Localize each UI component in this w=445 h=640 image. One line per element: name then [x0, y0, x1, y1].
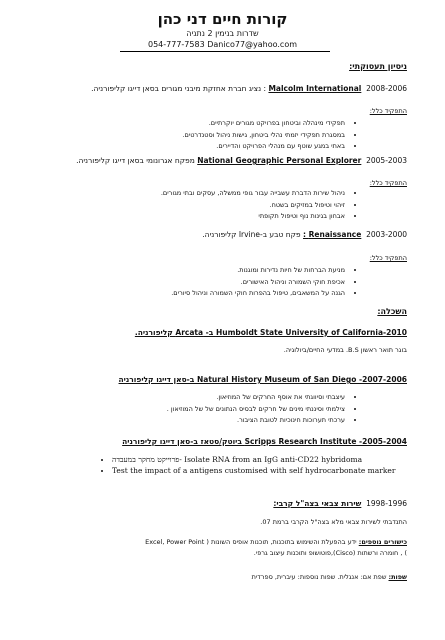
candidate-contact: 054-777-7583 Danico77@yahoo.com [147, 40, 298, 49]
job-bullet: • במסגרת תפקידי יזמתי נהלי ביטחון, גישות ניהול וסטנדרטים. [182, 130, 345, 142]
languages-text: שפת אם: אנגלית. שפות נוספות: עיברית, ספרדית [251, 573, 387, 581]
job-desc: מפקח אגרונומי בסאן דייגו קליפורניה. [76, 156, 195, 165]
job-desc: פקח טבע ב-Irvine קליפורניה. [202, 230, 301, 239]
job-bullets [171, 265, 357, 300]
job-bullets [161, 188, 357, 223]
job-org: Renaissance : [303, 230, 362, 239]
education-bullet: • פרוייקט מחקר במעבדה- Isolate RNA from an IgG anti-CD22 hybridoma [112, 454, 395, 465]
education-bullet: • צילמתי וסיננתי מינים של חרקים לבסיס הנתונים של של המוזיאון . [167, 404, 345, 416]
education-bullet: • עיצבתי וסיווגתי את אוסף החרקים של המוזיאון. [167, 392, 345, 404]
job-years: 2008-2006 [366, 84, 407, 93]
candidate-name: קורות חיים דני כהן [157, 10, 288, 28]
job-bullet: • תפקידי מינהלה וביטחון בפרויקט מגורים יוקרתיים. [182, 118, 345, 130]
job-role-label: התפקיד כלל: [369, 254, 407, 262]
job-role-label: התפקיד כלל: [369, 179, 407, 187]
job-years: 2003-2000 [366, 230, 407, 239]
military-entry [273, 499, 407, 508]
education-text: בוגר תואר ראשון B.S. במדעי החיים/ביולוגיה. [283, 346, 407, 354]
job-bullets [182, 118, 357, 153]
job-entry [76, 156, 407, 165]
job-bullet: • אכיפת חוקי השמורה וניהול האישורים. [171, 277, 345, 289]
skills-title: כישורים נוספים: [358, 538, 407, 546]
skills-text: ידע בהפעלת והשימוש בתוכנות, תוכנות אופיס השונות ( Excel, Power Point [145, 538, 357, 546]
education-heading: Natural History Museum of San Diego -2007-2006 ב-סאן דייגו קליפורניה [118, 375, 407, 384]
job-bullet: • מניעת הברחות של חיות נדירות ומוגנות. [171, 265, 345, 277]
header-divider [120, 51, 330, 52]
job-entry [91, 84, 407, 93]
job-years: 2005-2003 [366, 156, 407, 165]
job-bullet: • הגנה על המשאבים, טיפול בהפרות חוקי השמורה וניהול סיורים. [171, 288, 345, 300]
education-heading: Scripps Research Institute -2005-2004 ביוטק/סטאז ב-סאן דייגו קליפורניה [122, 437, 407, 446]
education-bullets [167, 392, 357, 427]
skills-text-cont: ) , חומרה ורשתות (Cisco),פוטושופ ותוכנות עיצוב גרפי. [253, 549, 407, 557]
job-bullet: • זיהוי וטיפול במזיקים בשטח. [161, 200, 345, 212]
job-desc: : נציג חברת אחזקת מיבני מגורים בסאן דייגו קליפורניה. [91, 84, 267, 93]
experience-title: ניסיון תעסוקתי: [349, 62, 407, 71]
languages-line [252, 573, 407, 581]
job-bullet: • ניהול שירות הדברת עשבייה עבור גופי ממשלה, עסקים ובתי מגורים. [161, 188, 345, 200]
military-text: התנדבתי לשירות צבאי מלא בצה"ל הקרבי ברמת 07. [260, 518, 407, 526]
education-title: השכלה: [377, 307, 407, 316]
education-bullet: • ערכתי תערוכות חינוכיות לטובת הציבור. [167, 415, 345, 427]
candidate-address: שדרות בנימין 2 נתניה [186, 29, 259, 38]
job-org: National Geographic Personal Explorer [197, 156, 362, 165]
skills-line [145, 538, 407, 546]
education-heading: Humboldt State University of California-2010 ב- Arcata קליפורניה. [134, 328, 407, 337]
military-years: 1998-1996 [366, 499, 407, 508]
military-title: שירות צבאי בצה"ל קרבי: [273, 499, 362, 508]
education-bullet: • Test the impact of a antigens customised with self hydrocarbonate marker [112, 465, 395, 476]
job-bullet: • באתי במגע שוטף עם מנהלי הפרויקט והדיירים. [182, 141, 345, 153]
languages-title: שפות: [388, 573, 407, 581]
education-bullets [100, 454, 395, 476]
job-entry [202, 230, 407, 239]
job-bullet: • אבחון בגינות נוף וטיפול תקופתי [161, 211, 345, 223]
job-org: Malcolm International [268, 84, 362, 93]
job-role-label: התפקיד כלל: [369, 107, 407, 115]
